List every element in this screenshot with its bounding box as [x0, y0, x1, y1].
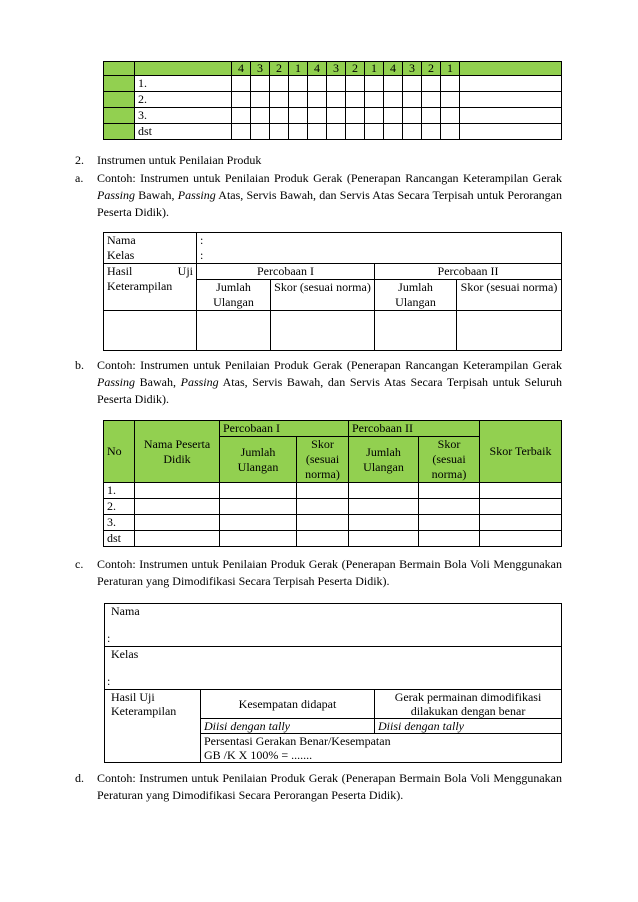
kelas-field: Kelas : [105, 647, 562, 690]
hasil-uji-label: Hasil Uji Keterampilan [105, 690, 201, 763]
top-score-table [103, 61, 562, 140]
kelas-label: Kelas [104, 248, 197, 264]
table-a-perorangan [103, 232, 562, 351]
no-header: No [104, 421, 135, 483]
item-text-line: Contoh: Instrumen untuk Penilaian Produk Gerak (Penerapan Bermain Bola Voli Menggunakan [97, 771, 562, 785]
header-num: 4 [384, 62, 403, 76]
percobaan-2-header: Percobaan II [375, 264, 562, 280]
header-num: 3 [327, 62, 346, 76]
data-cell [271, 311, 375, 351]
data-cell [104, 311, 197, 351]
row-label: 2. [135, 92, 232, 108]
row-label: 1. [135, 76, 232, 92]
row-label: 1. [104, 483, 135, 499]
item-label: c. [75, 557, 84, 571]
nama-peserta-header: Nama Peserta Didik [135, 421, 220, 483]
skor-header: Skor (sesuai norma) [419, 437, 480, 483]
header-num: 3 [251, 62, 270, 76]
table-row [104, 531, 562, 547]
table-row [104, 124, 562, 140]
kesempatan-header: Kesempatan didapat [201, 690, 375, 719]
header-cell [135, 62, 232, 76]
header-cell [104, 62, 135, 76]
header-num: 2 [346, 62, 365, 76]
nama-label: Nama [104, 233, 197, 249]
item-text-line: Contoh: Instrumen untuk Penilaian Produk Gerak (Penerapan Bermain Bola Voli Menggunakan [97, 557, 562, 571]
table-row [104, 499, 562, 515]
jumlah-ulangan-header: Jumlah Ulangan [375, 280, 457, 311]
item-text-line: Peserta Didik). [97, 392, 169, 406]
data-cell [457, 311, 562, 351]
item-label: a. [75, 171, 84, 185]
header-num: 2 [270, 62, 289, 76]
gerak-header: Gerak permainan dimodifikasi dilakukan dengan benar [375, 690, 562, 719]
header-num: 4 [232, 62, 251, 76]
section-title: Instrumen untuk Penilaian Produk [97, 153, 262, 167]
nama-colon: : [197, 233, 562, 249]
header-num: 1 [365, 62, 384, 76]
table-row [104, 92, 562, 108]
tally-cell: Diisi dengan tally [201, 719, 375, 734]
table-row [104, 108, 562, 124]
skor-header: Skor (sesuai norma) [297, 437, 349, 483]
nama-field: Nama : [105, 604, 562, 647]
percobaan-1-header: Percobaan I [197, 264, 375, 280]
item-text-line: Contoh: Instrumen untuk Penilaian Produk Gerak (Penerapan Rancangan Keterampilan Gerak [97, 171, 562, 185]
kelas-colon: : [197, 248, 562, 264]
row-label: 3. [104, 515, 135, 531]
header-num: 4 [308, 62, 327, 76]
header-num: 3 [403, 62, 422, 76]
header-num: 1 [289, 62, 308, 76]
header-num: 1 [441, 62, 460, 76]
jumlah-ulangan-header: Jumlah Ulangan [197, 280, 271, 311]
item-label: d. [75, 771, 84, 785]
data-cell [197, 311, 271, 351]
item-text-line: Peraturan yang Dimodifikasi Secara Perorangan Peserta Didik). [97, 788, 404, 802]
item-text-line: Peserta Didik). [97, 205, 169, 219]
header-num: 2 [422, 62, 441, 76]
item-text-line: Contoh: Instrumen untuk Penilaian Produk Gerak (Penerapan Rancangan Keterampilan Gerak [97, 358, 562, 372]
persentasi-cell: Persentasi Gerakan Benar/Kesempatan GB /K X 100% = ....... [201, 734, 562, 763]
hasil-uji-label: Hasil Uji Keterampilan [104, 264, 197, 311]
jumlah-ulangan-header: Jumlah Ulangan [220, 437, 297, 483]
item-text-line: Passing Bawah, Passing Atas, Servis Bawah, dan Servis Atas Secara Terpisah untuk Perorangan [97, 188, 562, 202]
row-label: 2. [104, 499, 135, 515]
item-text-line: Peraturan yang Dimodifikasi Secara Terpisah Peserta Didik). [97, 574, 390, 588]
skor-header: Skor (sesuai norma) [457, 280, 562, 311]
tally-cell: Diisi dengan tally [375, 719, 562, 734]
item-text-line: Passing Bawah, Passing Atas, Servis Bawah, dan Servis Atas Secara Terpisah untuk Seluruh [97, 375, 562, 389]
percobaan-1-header: Percobaan I [220, 421, 349, 437]
data-cell [375, 311, 457, 351]
table-c-bola-voli [104, 603, 562, 763]
row-label: dst [135, 124, 232, 140]
percobaan-2-header: Percobaan II [349, 421, 480, 437]
header-cell [460, 62, 562, 76]
row-label: 3. [135, 108, 232, 124]
item-label: b. [75, 358, 84, 372]
table-b-seluruh [103, 420, 562, 547]
section-number: 2. [75, 153, 84, 167]
skor-terbaik-header: Skor Terbaik [480, 421, 562, 483]
table-row [104, 76, 562, 92]
row-label: dst [104, 531, 135, 547]
jumlah-ulangan-header: Jumlah Ulangan [349, 437, 419, 483]
table-row [104, 515, 562, 531]
table-header-row [104, 62, 562, 76]
table-row [104, 483, 562, 499]
skor-header: Skor (sesuai norma) [271, 280, 375, 311]
